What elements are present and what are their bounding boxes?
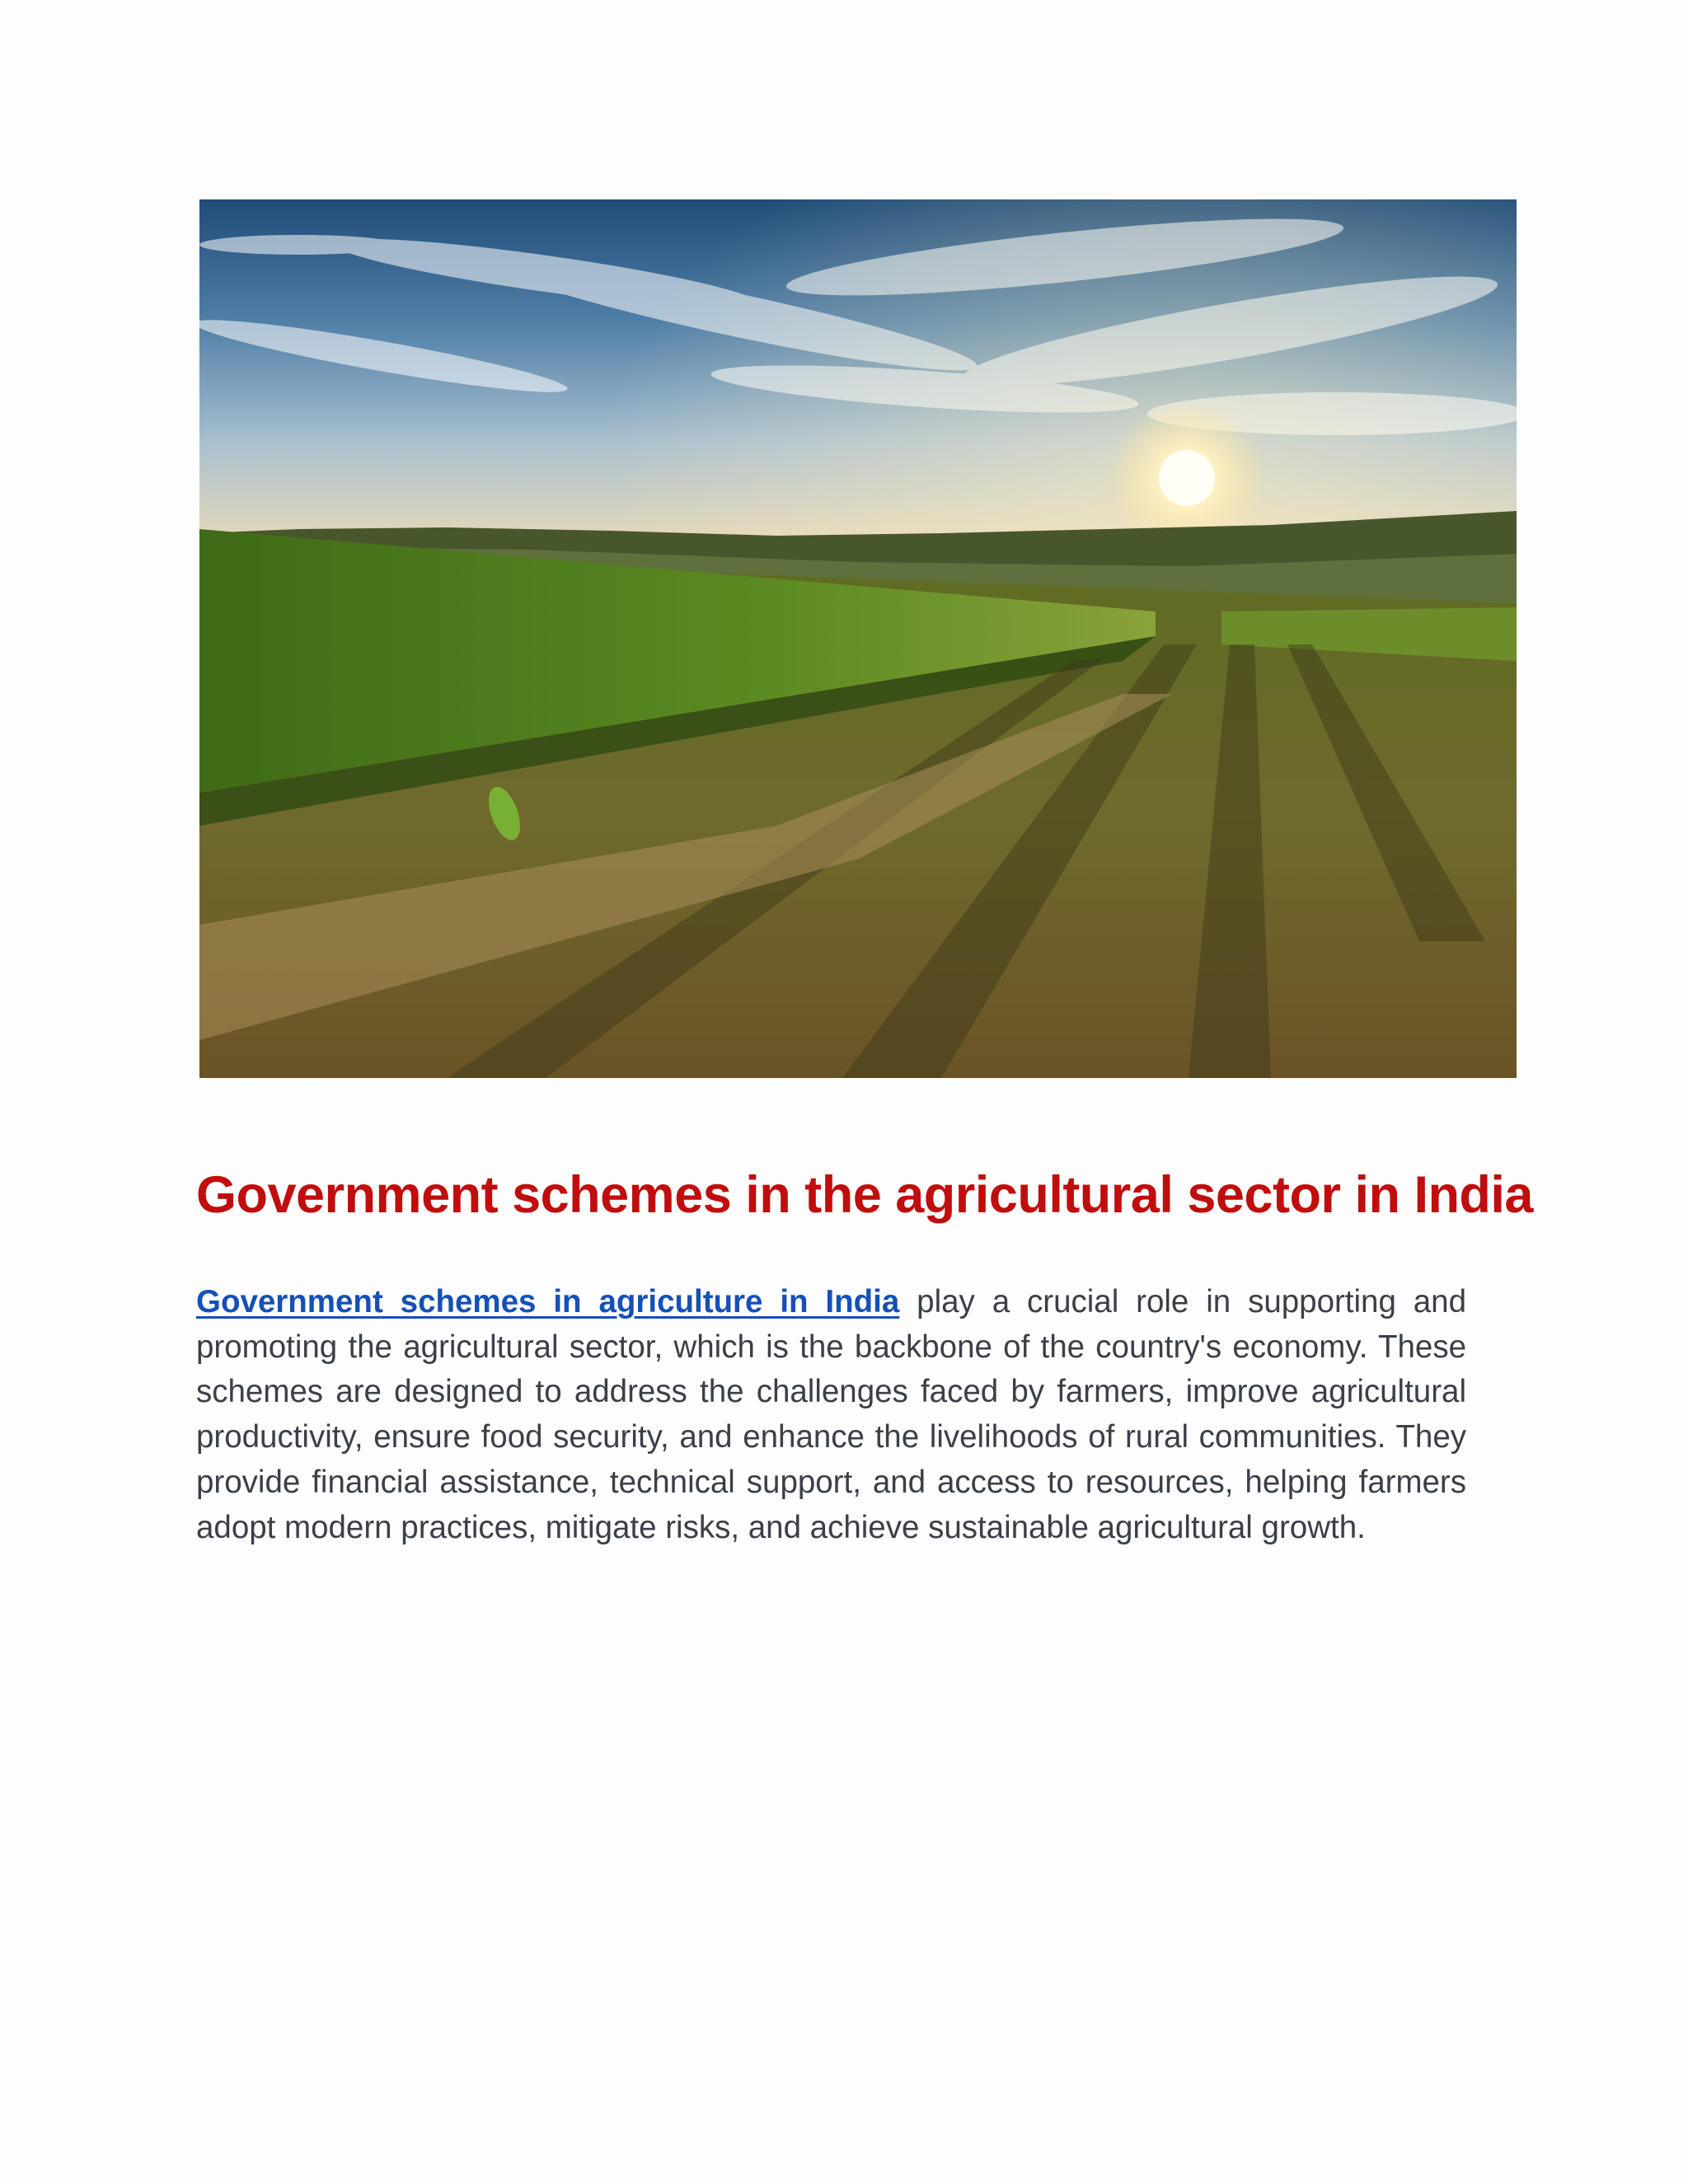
schemes-link[interactable]: Government schemes in agriculture in India [196,1284,900,1319]
vineyard-sunset-photo [199,199,1517,1078]
intro-paragraph-text: play a crucial role in supporting and promoting the agricultural sector, which is the backbone of the country's economy. These schemes are designed to address the challenges faced by farmers, improve agricultural productivity, ensure food security, and enhance the livelihoods of rural communities. They provide financial assistance, technical support, and access to resources, helping farmers adopt modern practices, mitigate risks, and achieve sustainable agricultural growth. [196,1284,1467,1545]
intro-paragraph [196,1280,1466,1550]
page-title: Government schemes in the agricultural sector in India [196,1166,1533,1224]
